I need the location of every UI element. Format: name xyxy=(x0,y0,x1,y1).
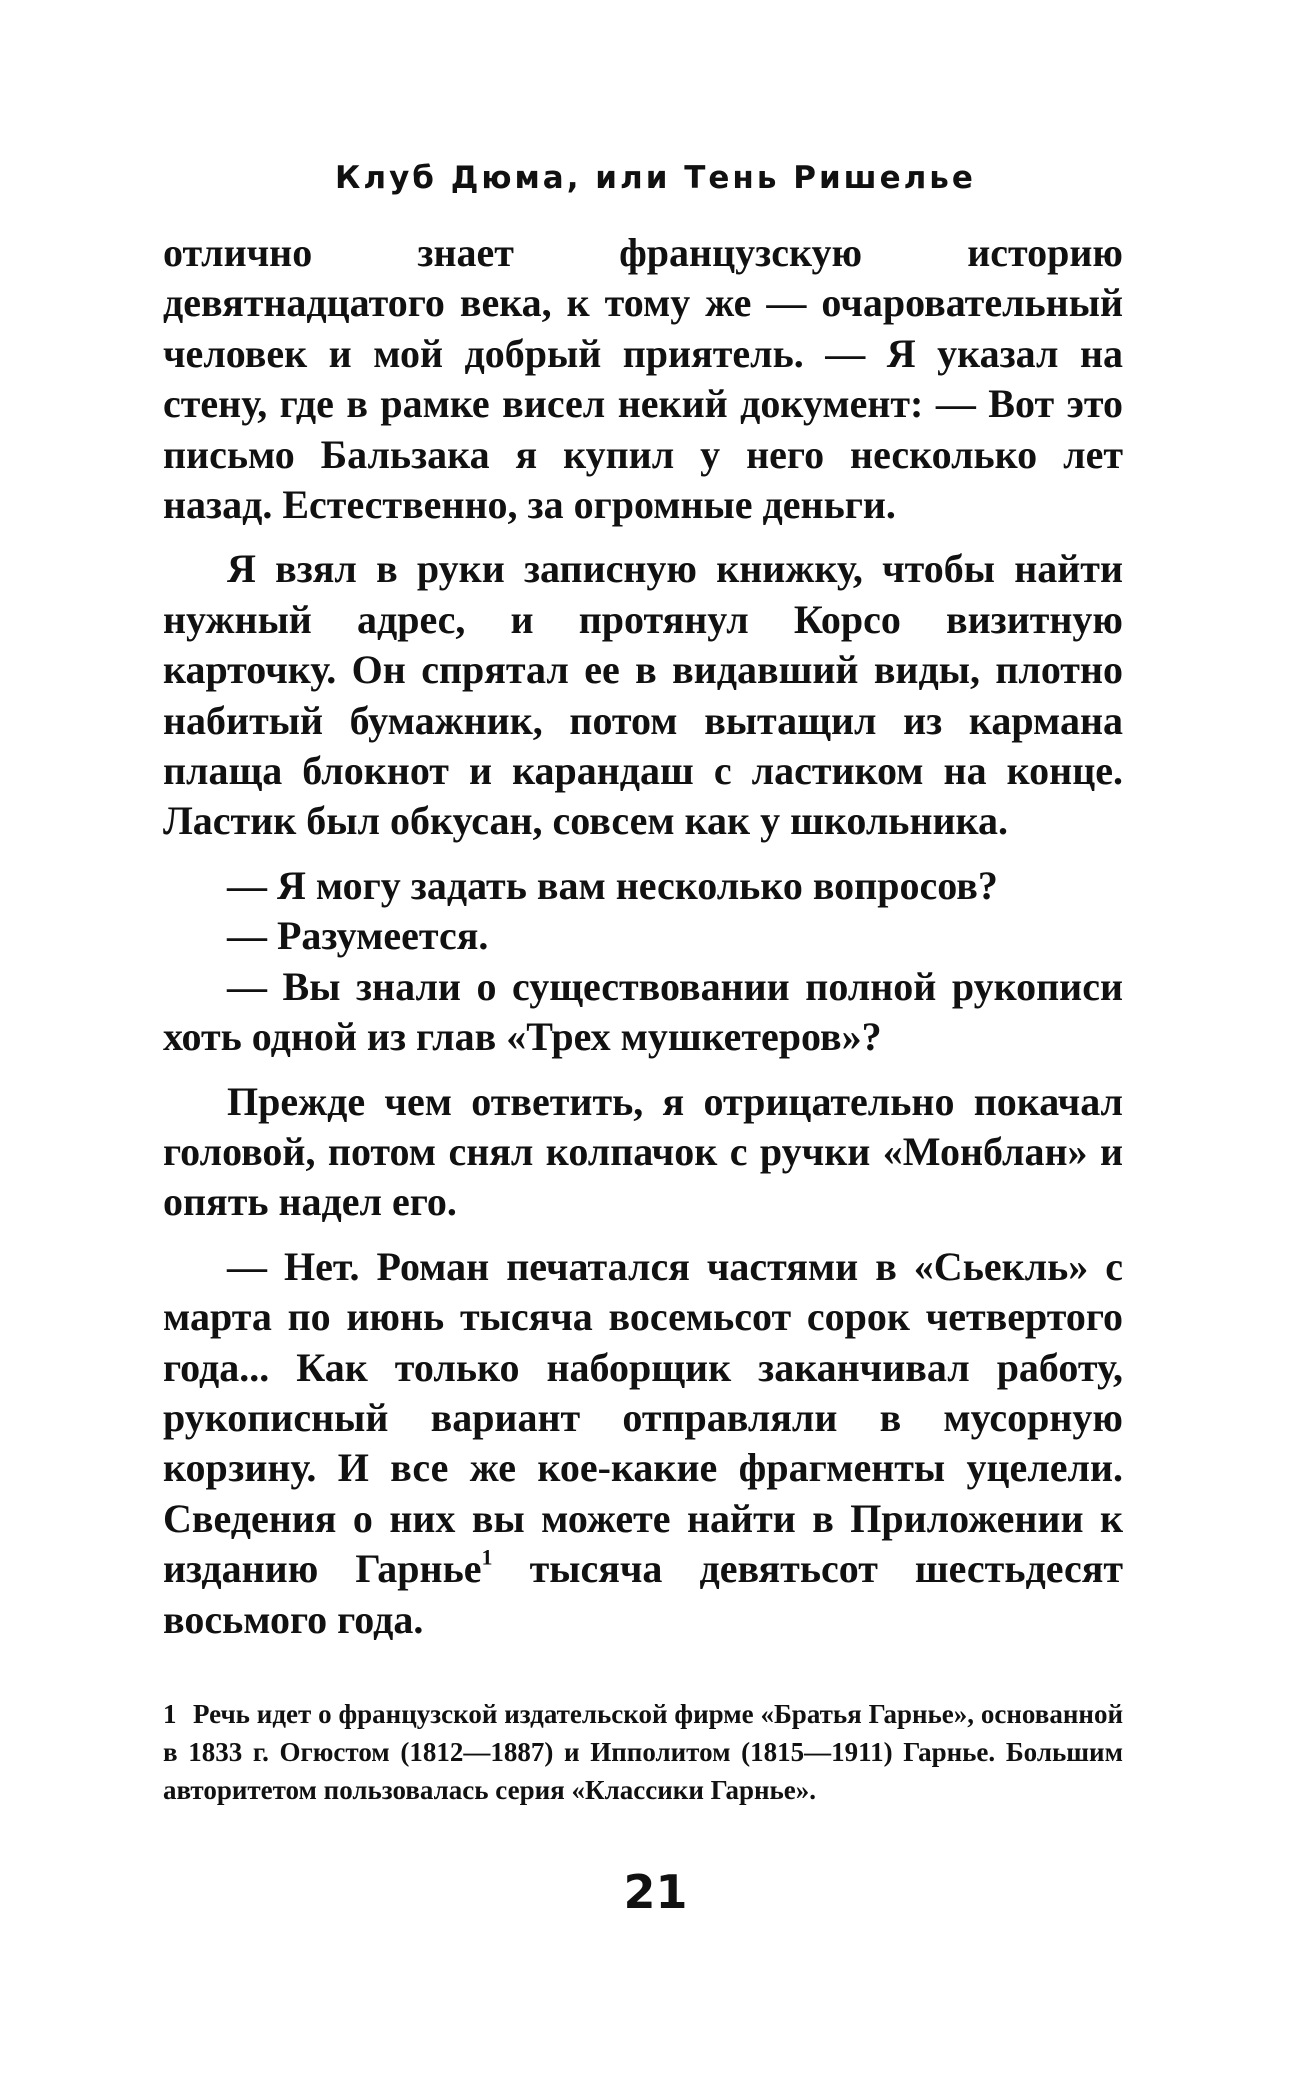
dialogue-line-1: — Я могу задать вам несколько вопросов? xyxy=(227,862,998,908)
main-text xyxy=(163,228,1123,1659)
footnote-number: 1 xyxy=(163,1699,177,1729)
running-head: Клуб Дюма, или Тень Ришелье xyxy=(335,160,976,196)
dialogue-line-3: — Вы знали о существовании полной рукописи хоть одной из глав «Трех мушкетеров»? xyxy=(163,963,1123,1060)
dialogue-line-4-after-note: тысяча девятьсот шестьдесят восьмого года. xyxy=(163,1546,1123,1642)
paragraph-3: Прежде чем ответить, я отрицательно покачал головой, потом снял колпачок с ручки «Монблан» и опять надел его. xyxy=(163,1078,1123,1225)
dialogue-line-4-before-note: — Нет. Роман печатался частями в «Сьекль» с марта по июнь тысяча восемьсот сорок четвертого года... Как только наборщик заканчивал работу, рукописный вариант отправляли в мусорную корзину. И все же кое-какие фрагменты уцелели. Сведения о них вы можете найти в Приложении к изданию Гарнье xyxy=(163,1243,1123,1592)
paragraph-1: отлично знает французскую историю девятнадцатого века, к тому же — очаровательный человек и мой добрый приятель. — Я указал на стену, где в рамке висел некий документ: — Вот это письмо Бальзака я купил у него несколько лет назад. Естественно, за огромные деньги. xyxy=(163,230,1123,528)
page-number: 21 xyxy=(623,1865,688,1919)
dialogue-line-4 xyxy=(163,1242,1123,1645)
footnote xyxy=(163,1695,1123,1809)
dialogue-line-2: — Разумеется. xyxy=(227,913,489,959)
footnote-reference: 1 xyxy=(481,1544,493,1570)
paragraph-2: Я взял в руки записную книжку, чтобы найти нужный адрес, и протянул Корсо визитную карточку. Он спрятал ее в видавший виды, плотно набитый бумажник, потом вытащил из кармана плаща блокнот и карандаш с ластиком на конце. Ластик был обкусан, совсем как у школьника. xyxy=(163,546,1123,844)
footnote-text: Речь идет о французской издательской фирме «Братья Гарнье», основанной в 1833 г. Огюстом (1812—1887) и Ипполитом (1815—1911) Гарнье. Большим авторитетом пользовалась серия «Классики Гарнье». xyxy=(163,1699,1123,1805)
